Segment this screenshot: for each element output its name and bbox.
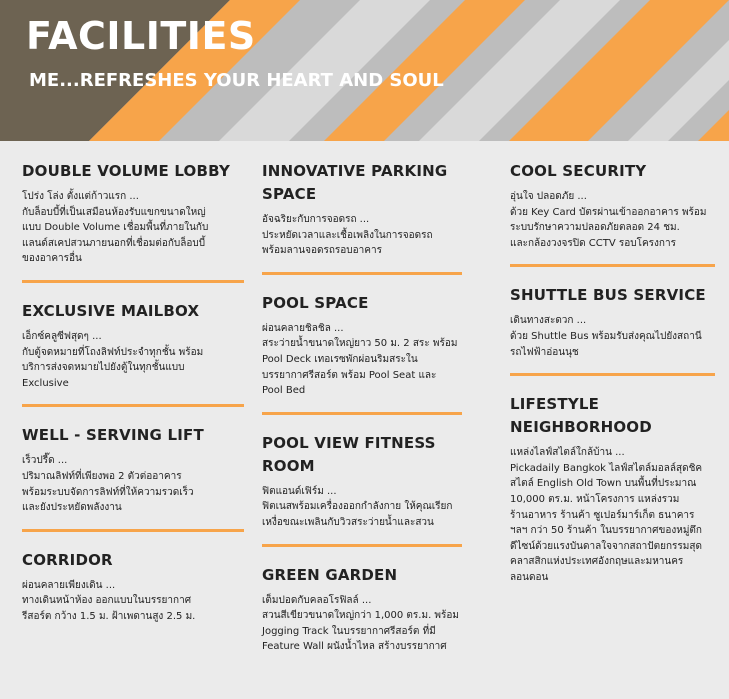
facility-title: LIFESTYLE NEIGHBORHOOD (510, 395, 652, 437)
facility-description: ฟิตแอนด์เฟิร์ม ... ฟิตเนสพร้อมเครื่องออกกำลังกาย ให้คุณเรียก เหงื่อขณะเพลินกับวิวสระว่ายน้ำและสวน (262, 485, 453, 528)
divider (510, 373, 715, 376)
facility-title: WELL - SERVING LIFT (22, 426, 204, 445)
divider (22, 280, 244, 283)
facility-title: CORRIDOR (22, 550, 113, 569)
facility-corridor (22, 549, 244, 625)
facility-title: SHUTTLE BUS SERVICE (510, 286, 706, 305)
facility-exclusive-mailbox (22, 300, 244, 391)
page-subtitle: ME...REFRESHES YOUR HEART AND SOUL (29, 70, 444, 91)
facility-pool-view-fitness-room (262, 432, 462, 531)
facility-innovative-parking-space (262, 160, 462, 259)
facility-title: POOL SPACE (262, 293, 369, 312)
facility-double-volume-lobby (22, 160, 244, 267)
divider (510, 264, 715, 267)
facilities-column-2 (262, 160, 462, 655)
divider (22, 529, 244, 532)
facility-description: แหล่งไลฟ์สไตล์ใกล้บ้าน ... Pickadaily Bangkok ไลฟ์สไตล์มอลล์สุดชิค สไตล์ English Old Town บนพื้นที่ประมาณ 10,000 ตร.ม. หน้าโครงการ แหล่งรวม ร้านอาหาร ร้านค้า ซูเปอร์มาร์เก็ต ธนาคาร ฯลฯ กว่า 50 ร้านค้า ในบรรยากาศของหมู่ตึก ดีไซน์ด้วยแรงบันดาลใจจากสถาปัตยกรรมสุด คลาสสิกแห่งประเทศอังกฤษและมหานคร ลอนดอน (510, 447, 703, 583)
facility-title: INNOVATIVE PARKING SPACE (262, 162, 448, 203)
divider (262, 412, 462, 415)
facility-lifestyle-neighborhood (510, 393, 715, 585)
divider (262, 544, 462, 547)
facility-description: เร็วปรี๊ด ... ปริมาณลิฟท์ที่เพียงพอ 2 ตัวต่ออาคาร พร้อมระบบจัดการลิฟท์ที่ให้ความรวดเร็ว และยังประหยัดพลังงาน (22, 455, 194, 514)
facility-description: เอ็กซ์คลูซีฟสุดๆ ... กับตู้จดหมายที่โถงลิฟท์ประจำทุกชั้น พร้อม บริการส่งจดหมายไปยังตู้ในทุกชั้นแบบ Exclusive (22, 330, 204, 389)
header-banner (0, 0, 729, 141)
facilities-column-3 (510, 160, 715, 586)
facility-description: เต็มปอดกับคลอโรฟิลล์ ... สวนสีเขียวขนาดใหญ่กว่า 1,000 ตร.ม. พร้อม Jogging Track ในบรรยากาศรีสอร์ต ที่มี Feature Wall ผนังน้ำไหล สร้างบรรยากาศ (262, 594, 459, 653)
facility-description: เดินทางสะดวก ... ด้วย Shuttle Bus พร้อมรับส่งคุณไปยังสถานี รถไฟฟ้าอ่อนนุช (510, 315, 702, 358)
facility-description: ผ่อนคลายชิลชิล ... สระว่ายน้ำขนาดใหญ่ยาว 50 ม. 2 สระ พร้อม Pool Deck เทอเรซพักผ่อนริมสระใน บรรยากาศรีสอร์ต พร้อม Pool Seat และ Pool Bed (262, 322, 458, 397)
facility-description: โปร่ง โล่ง ตั้งแต่ก้าวแรก ... กับล็อบบี้ที่เป็นเสมือนห้องรับแขกขนาดใหญ่ แบบ Double Volume เชื่อมพื้นที่ภายในกับ แลนด์สเคปสวนภายนอกที่เชื่อมต่อกับล็อบบี้ ของอาคารอื่น (22, 191, 209, 265)
facility-shuttle-bus-service (510, 284, 715, 360)
facility-pool-space (262, 292, 462, 399)
facility-description: ผ่อนคลายเพียงเดิน ... ทางเดินหน้าห้อง ออกแบบในบรรยากาศ รีสอร์ต กว้าง 1.5 ม. ฝ้าเพดานสูง 2.5 ม. (22, 579, 196, 622)
divider (22, 404, 244, 407)
facility-description: อุ่นใจ ปลอดภัย ... ด้วย Key Card บัตรผ่านเข้าออกอาคาร พร้อม ระบบรักษาความปลอดภัยตลอด 24 ชม. และกล้องวงจรปิด CCTV รอบโครงการ (510, 191, 707, 249)
facility-title: COOL SECURITY (510, 162, 647, 180)
facility-well-serving-lift (22, 424, 244, 515)
facilities-column-1 (22, 160, 244, 625)
facility-green-garden (262, 564, 462, 655)
facility-cool-security (510, 160, 715, 251)
facility-description: อัจฉริยะกับการจอดรถ ... ประหยัดเวลาและเชื้อเพลิงในการจอดรถ พร้อมลานจอดรถรอบอาคาร (262, 214, 433, 257)
divider (262, 272, 462, 275)
facility-title: GREEN GARDEN (262, 565, 398, 584)
facility-title: DOUBLE VOLUME LOBBY (22, 162, 231, 180)
facility-title: POOL VIEW FITNESS ROOM (262, 433, 436, 475)
facility-title: EXCLUSIVE MAILBOX (22, 301, 200, 320)
page-title: FACILITIES (26, 14, 256, 58)
